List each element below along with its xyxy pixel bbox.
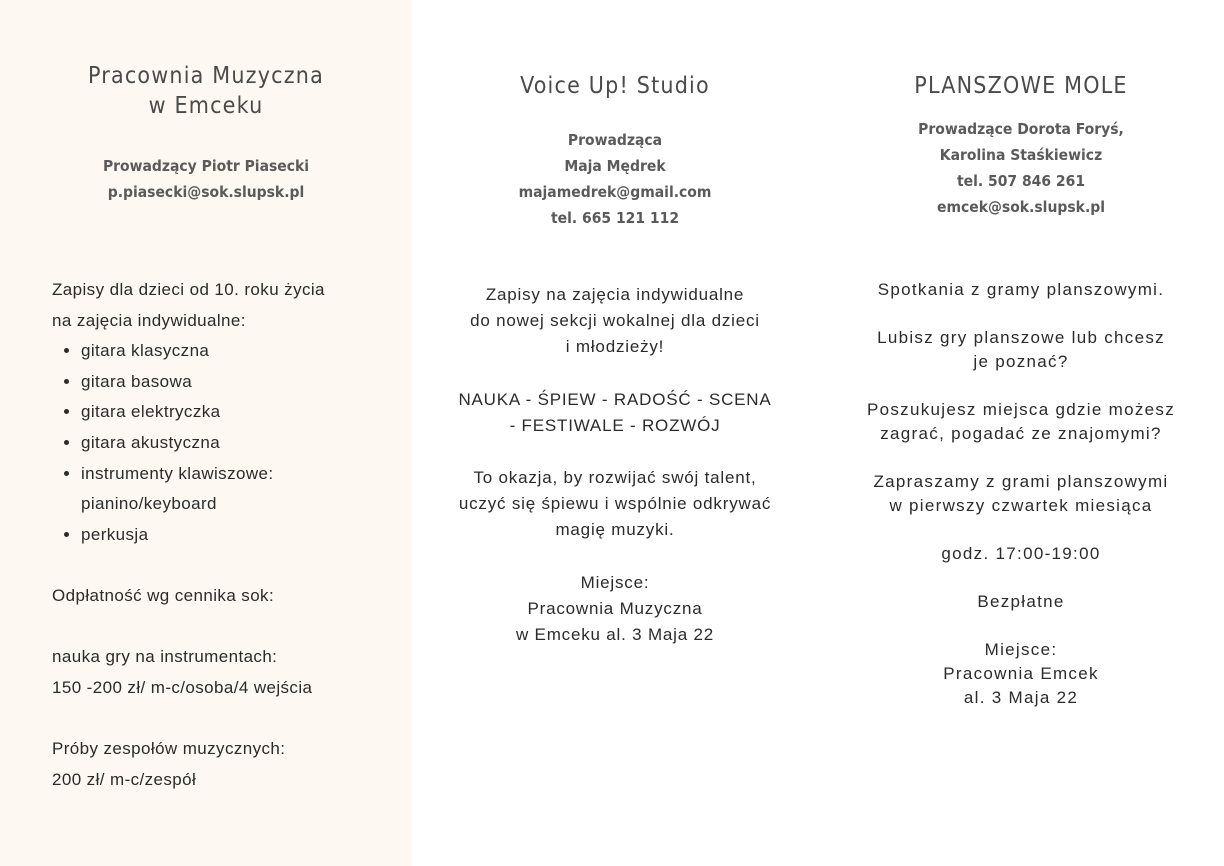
phone-number: tel. 665 121 112 (550, 209, 680, 227)
voice-up-panel (412, 0, 818, 866)
fee-heading: Odpłatność wg cennika sok: (52, 585, 275, 605)
music-workshop-contact: Prowadzący Piotr Piasecki p.piasecki@sok.slupsk.pl (0, 153, 412, 205)
board-games-panel (818, 0, 1224, 866)
list-item: • gitara elektryczka (81, 397, 402, 428)
list-item: • perkusja (81, 520, 402, 551)
list-item: • instrumenty klawiszowe: pianino/keyboard (81, 459, 402, 520)
email-link[interactable]: p.piasecki@sok.slupsk.pl (107, 183, 305, 201)
music-workshop-panel (0, 0, 412, 866)
board-games-contact: Prowadzące Dorota Foryś, Karolina Staśkiewicz tel. 507 846 261 emcek@sok.slupsk.pl (818, 116, 1224, 220)
instrument-list (52, 336, 402, 550)
list-item: • gitara klasyczna (81, 336, 402, 367)
bands-price: 200 zł/ m-c/zespół (52, 769, 197, 789)
list-item: • gitara basowa (81, 367, 402, 398)
board-games-details: Spotkania z gramy planszowymi. Lubisz gry planszowe lub chcesz je poznać? Poszukujesz miejsca gdzie możesz zagrać, pogadać ze znajomymi? Zapraszamy z grami planszowymi w pierwszy czwartek miesiąca godz. 17:00-19:00 Bezpłatne Miejsce: Pracownia Emcek al. 3 Maja 22 (818, 278, 1224, 710)
email-link[interactable]: majamedrek@gmail.com (518, 183, 712, 201)
email-link[interactable]: emcek@sok.slupsk.pl (936, 198, 1105, 216)
music-workshop-details: Zapisy dla dzieci od 10. roku życia na zajęcia indywidualne: • gitara klasyczna • gitara basowa • gitara elektryczka • gitara akustyczna • instrumenty klawiszowe: pianino/keyboard • perkusja Odpłatność wg cennika sok: nauka gry na instrumentach: 150 -200 zł/ m-c/osoba/4 wejścia Próby zespołów muzycznych: 200 zł/ m-c/zespół (52, 275, 402, 795)
voice-up-title: Voice Up! Studio (520, 73, 710, 99)
board-games-title: PLANSZOWE MOLE (914, 73, 1128, 99)
phone-number: tel. 507 846 261 (956, 172, 1086, 190)
list-item: • gitara akustyczna (81, 428, 402, 459)
voice-up-contact: Prowadząca Maja Mędrek majamedrek@gmail.com tel. 665 121 112 (412, 127, 818, 231)
voice-up-details: Zapisy na zajęcia indywidualne do nowej sekcji wokalnej dla dzieci i młodzieży! NAUKA - ŚPIEW - RADOŚĆ - SCENA - FESTIWALE - ROZWÓJ To okazja, by rozwijać swój talent, uczyć się śpiewu i wspólnie odkrywać magię muzyki. Miejsce: Pracownia Muzyczna w Emceku al. 3 Maja 22 (458, 285, 772, 645)
lessons-price: 150 -200 zł/ m-c/osoba/4 wejścia (52, 677, 313, 697)
hours: godz. 17:00-19:00 (941, 544, 1101, 563)
price: Bezpłatne (977, 592, 1065, 611)
music-workshop-title: Pracownia Muzyczna w Emceku (87, 63, 325, 119)
